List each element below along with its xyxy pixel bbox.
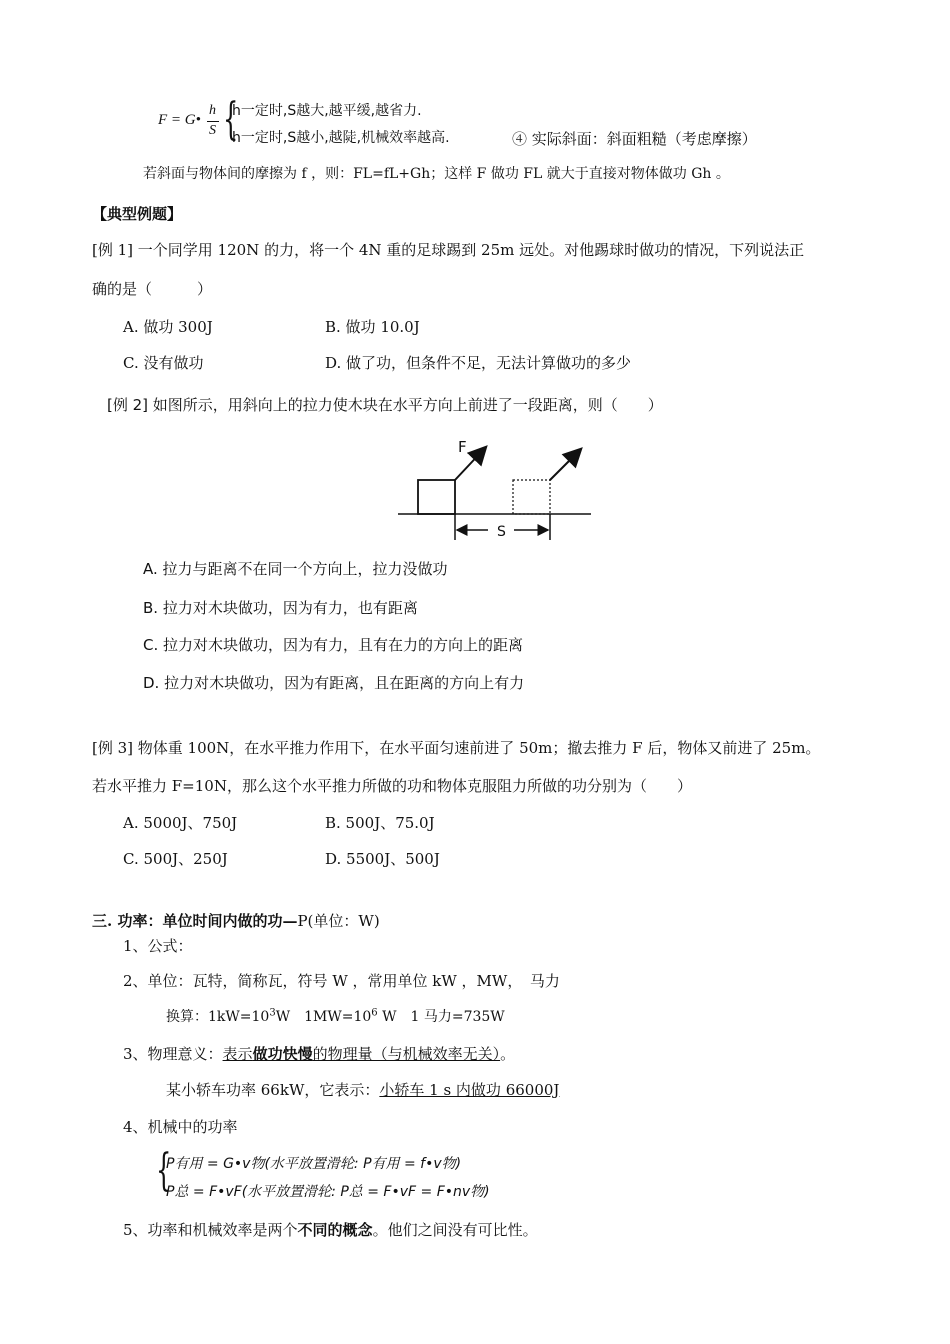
ex3-option-c: C. 500J、250J <box>123 850 228 868</box>
incline-note: ④ 实际斜面：斜面粗糙（考虑摩擦） <box>512 130 757 148</box>
ex3-question-line1: [例 3] 物体重 100N，在水平推力作用下，在水平面匀速前进了 50m；撤去推力 F 后，物体又前进了 25m。 <box>92 739 821 757</box>
ex1-option-d: D. 做了功，但条件不足，无法计算做功的多少 <box>325 354 632 372</box>
ex1-option-a: A. 做功 300J <box>123 318 213 336</box>
ex2-option-a: A. 拉力与距离不在同一个方向上，拉力没做功 <box>143 560 448 578</box>
block-end <box>513 480 550 514</box>
formula-frac-num: h <box>209 103 216 118</box>
item3-bold: 做功快慢 <box>252 1045 313 1063</box>
section3-car-example <box>166 1079 559 1100</box>
ex2-option-b: B. 拉力对木块做功，因为有力，也有距离 <box>143 599 418 617</box>
conv-exp-1: 3 <box>269 1007 276 1019</box>
car-prefix: 某小轿车功率 66kW，它表示： <box>166 1081 380 1099</box>
ex2-question: [例 2] 如图所示，用斜向上的拉力使木块在水平方向上前进了一段距离，则（ ） <box>107 396 663 414</box>
item3-prefix: 3、物理意义： <box>123 1045 223 1063</box>
formula-lhs: F = G• <box>158 112 201 128</box>
ex2-option-c: C. 拉力对木块做功，因为有力，且有在力的方向上的距离 <box>143 636 524 654</box>
force-arrow-end <box>550 450 580 480</box>
friction-line: 若斜面与物体间的摩擦为 f ，则：FL=fL+Gh；这样 F 做功 FL 就大于直接对物体做功 Gh 。 <box>143 166 730 182</box>
ex2-figure <box>396 432 596 544</box>
item5-suffix: 。他们之间没有可比性。 <box>372 1221 538 1239</box>
formula-brace: { <box>223 94 239 145</box>
section3-item1: 1、公式： <box>123 937 193 955</box>
section3-item4: 4、机械中的功率 <box>123 1118 238 1136</box>
fig-label-s: S <box>497 524 506 540</box>
section3-conversion <box>166 1006 505 1026</box>
conv-suffix: W 1 马力=735W <box>377 1009 505 1025</box>
fig-label-f: F <box>458 438 467 456</box>
section-examples-heading: 【典型例题】 <box>92 205 183 223</box>
section3-item3 <box>123 1043 515 1064</box>
section3-title-rest: P(单位：W) <box>297 912 380 930</box>
ex1-option-b: B. 做功 10.0J <box>325 318 420 336</box>
item3-underline-2: 的物理量（与机械效率无关） <box>312 1045 501 1063</box>
ex3-option-b: B. 500J、75.0J <box>325 814 435 832</box>
section3-item2: 2、单位：瓦特，简称瓦，符号 W ，常用单位 kW ，MW， 马力 <box>123 972 560 990</box>
ex1-question-line1: [例 1] 一个同学用 120N 的力，将一个 4N 重的足球踢到 25m 远处。对他踢球时做功的情况，下列说法正 <box>92 241 805 259</box>
item3-end: 。 <box>500 1045 516 1063</box>
item5-bold: 不同的概念 <box>297 1221 373 1239</box>
power-formula-total: P总 = F•vF(水平放置滑轮: P总 = F•vF = F•nv物) <box>166 1184 490 1200</box>
ex3-option-a: A. 5000J、750J <box>123 814 238 832</box>
formula-case-1: h一定时,S越大,越平缓,越省力. <box>232 103 422 119</box>
section3-title <box>92 910 380 931</box>
car-underline: 小轿车 1 s 内做功 66000J <box>379 1081 560 1099</box>
conv-mid: W 1MW=10 <box>275 1009 372 1025</box>
ex3-option-d: D. 5500J、500J <box>325 850 440 868</box>
section3-item5 <box>123 1219 538 1240</box>
item5-prefix: 5、功率和机械效率是两个 <box>123 1221 298 1239</box>
item3-underline-1: 表示 <box>222 1045 253 1063</box>
conv-exp-2: 6 <box>371 1007 378 1019</box>
formula-frac-bar <box>207 121 219 122</box>
formula-case-2: h一定时,S越小,越陡,机械效率越高. <box>232 130 450 146</box>
power-formula-useful: P有用 = G•v物(水平放置滑轮: P有用 = f•v物) <box>166 1156 462 1172</box>
ex3-question-line2: 若水平推力 F=10N，那么这个水平推力所做的功和物体克服阻力所做的功分别为（ ） <box>92 777 692 795</box>
formula-frac-den: S <box>209 123 216 138</box>
conv-prefix: 换算：1kW=10 <box>166 1009 270 1025</box>
ex2-option-d: D. 拉力对木块做功，因为有距离，且在距离的方向上有力 <box>143 674 525 692</box>
ex1-question-line2: 确的是（ ） <box>92 280 213 298</box>
power-formula-brace: { <box>156 1145 172 1196</box>
ex1-option-c: C. 没有做功 <box>123 354 204 372</box>
block-start <box>418 480 455 514</box>
section3-title-bold: 三. 功率：单位时间内做的功— <box>92 912 298 930</box>
